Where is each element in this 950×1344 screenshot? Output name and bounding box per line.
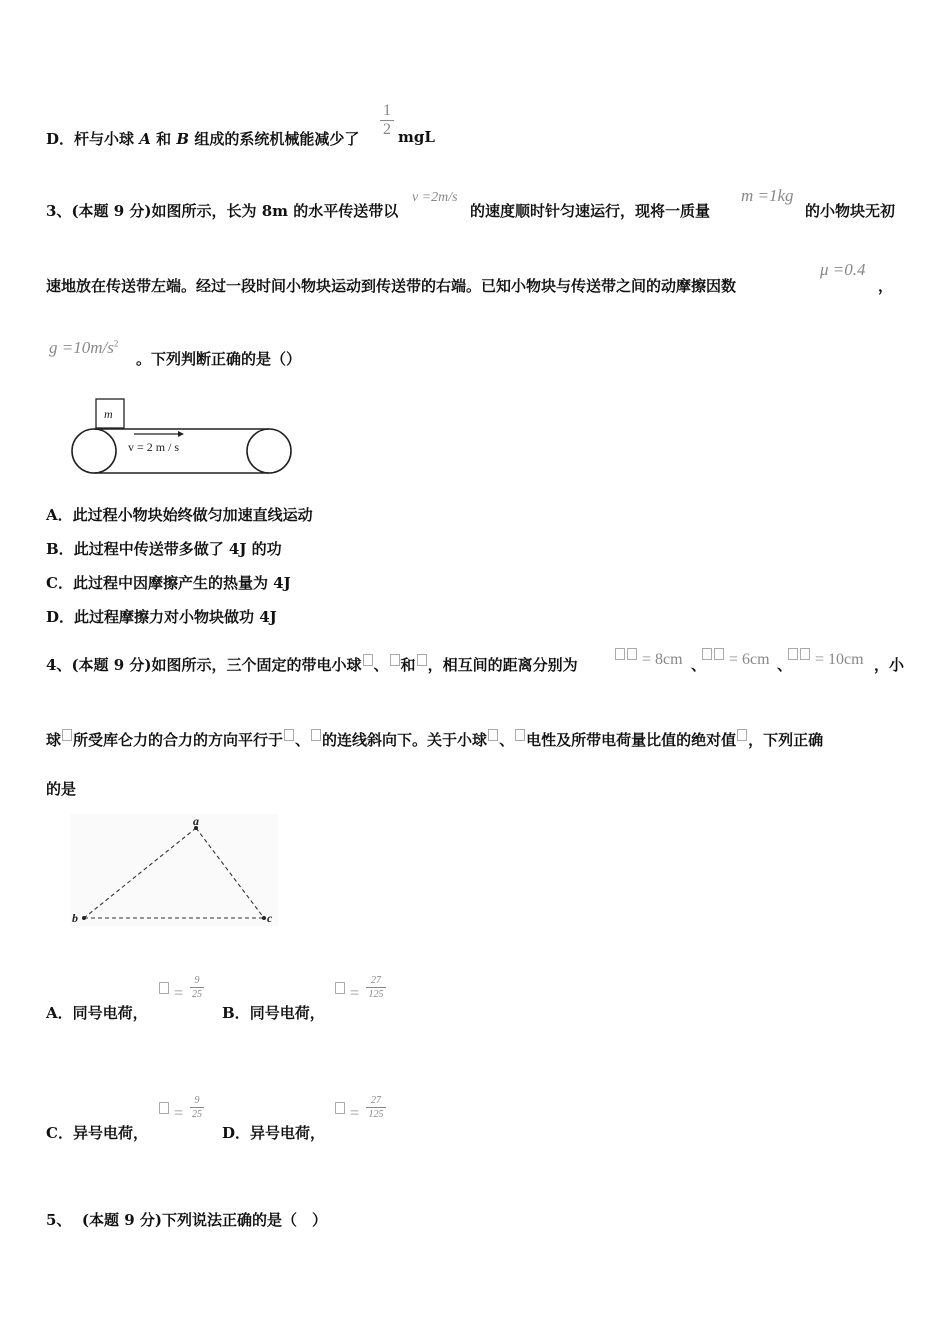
q4-option-d-eq: = bbox=[334, 1102, 359, 1123]
q3-line1-b: 的速度顺时针匀速运行，现将一质量 bbox=[470, 202, 711, 220]
q3-option-b: B．此过程中传送带多做了 4J 的功 bbox=[46, 540, 282, 558]
q4-line1: 4、(本题 9 分)如图所示，三个固定的带电小球 、 和 ，相互间的距离分别为 bbox=[46, 656, 578, 674]
point-a-label: a bbox=[193, 814, 199, 828]
q3-line1: 3、(本题 9 分)如图所示，长为 8m 的水平传送带以 bbox=[46, 202, 399, 220]
q4-sep-a: 、 bbox=[691, 656, 707, 674]
q4-option-a-fraction: 9 25 bbox=[192, 975, 202, 1000]
q4-sep-b: 、 bbox=[777, 656, 793, 674]
q4-line3: 的是 bbox=[46, 780, 77, 798]
q4-option-c: C．异号电荷， bbox=[46, 1124, 148, 1142]
left-pulley bbox=[72, 429, 116, 473]
q3-velocity-math: v =2m/s bbox=[412, 190, 458, 205]
q4-line1-c: ，小 bbox=[874, 656, 905, 674]
q4-option-a: A．同号电荷， bbox=[46, 1004, 148, 1022]
q3-option-d: D．此过程摩擦力对小物块做功 4J bbox=[46, 608, 277, 626]
point-b-label: b bbox=[72, 911, 78, 925]
q4-distance-ab: = 8cm bbox=[614, 648, 683, 669]
q4-option-b-eq: = bbox=[334, 982, 359, 1003]
charge-triangle-figure bbox=[70, 814, 278, 926]
q3-gravity-math: $g =10m/s^2$ bbox=[49, 338, 119, 357]
q2-option-d: D．杆与小球 A 和 B 组成的系统机械能减少了 bbox=[46, 130, 360, 148]
q3-mu-math: μ =0.4 bbox=[820, 260, 866, 279]
q2-fraction: 1 2 bbox=[380, 103, 394, 138]
conveyor-belt-figure bbox=[66, 396, 298, 478]
q3-mass-math: m =1kg bbox=[741, 186, 794, 205]
q3-line3: 。下列判断正确的是（） bbox=[136, 350, 302, 368]
q4-distance-ca: = 10cm bbox=[787, 648, 864, 669]
q4-option-d-fraction: 27 125 bbox=[366, 1095, 386, 1120]
q4-distance-bc: = 6cm bbox=[701, 648, 770, 669]
q4-option-c-eq: = bbox=[158, 1102, 183, 1123]
q4-option-b: B．同号电荷， bbox=[222, 1004, 325, 1022]
q5-line: 5、 (本题 9 分)下列说法正确的是（ ） bbox=[46, 1211, 327, 1229]
q2-option-d-tail: mgL bbox=[398, 128, 435, 146]
q4-option-d: D．异号电荷， bbox=[222, 1124, 326, 1142]
q3-option-c: C．此过程中因摩擦产生的热量为 4J bbox=[46, 574, 291, 592]
q4-option-a-eq: = bbox=[158, 982, 183, 1003]
q4-option-b-fraction: 27 125 bbox=[366, 975, 386, 1000]
q4-line2: 球 所受库仑力的合力的方向平行于 、 的连线斜向下。关于小球 、 电性及所带电荷量比值的绝对值 ，下列正确 bbox=[46, 731, 824, 749]
block-label: m bbox=[104, 407, 113, 421]
point-c-label: c bbox=[267, 911, 273, 925]
right-pulley bbox=[247, 429, 291, 473]
q3-option-a: A．此过程小物块始终做匀加速直线运动 bbox=[46, 506, 313, 524]
q3-line2-b: ， bbox=[878, 277, 894, 295]
belt-velocity-label: v = 2 m / s bbox=[128, 440, 180, 454]
q3-line1-c: 的小物块无初 bbox=[805, 202, 896, 220]
q3-line2: 速地放在传送带左端。经过一段时间小物块运动到传送带的右端。已知小物块与传送带之间的动摩擦因数 bbox=[46, 277, 737, 295]
q4-option-c-fraction: 9 25 bbox=[192, 1095, 202, 1120]
